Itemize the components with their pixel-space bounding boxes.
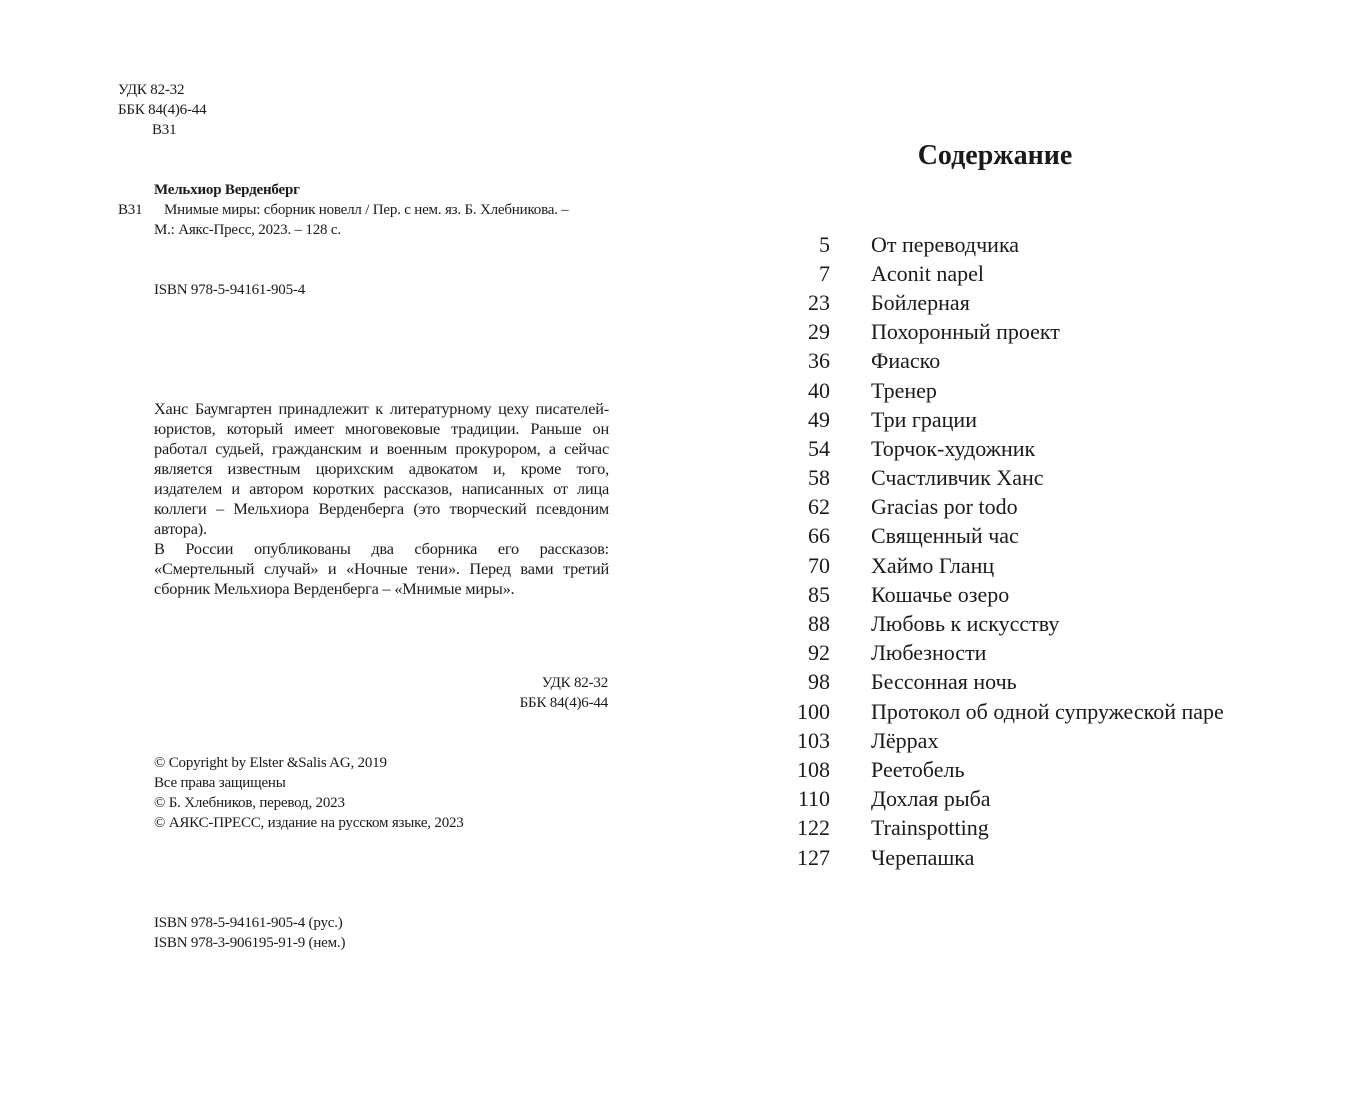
toc-page-number: 103 bbox=[797, 727, 830, 753]
toc-page-number: 92 bbox=[808, 640, 830, 666]
toc-entry-title: Лёррах bbox=[871, 727, 939, 753]
bib-row bbox=[118, 200, 618, 220]
toc-row bbox=[760, 785, 1224, 814]
copyright-line: © Copyright by Elster &Salis AG, 2019 bbox=[154, 755, 387, 771]
copyright-block bbox=[154, 753, 464, 833]
toc-row bbox=[760, 259, 1224, 288]
toc-page-number: 85 bbox=[808, 581, 830, 607]
toc-row bbox=[760, 609, 1224, 638]
toc-row bbox=[760, 843, 1224, 872]
toc-page-number: 29 bbox=[808, 319, 830, 345]
toc-row bbox=[760, 376, 1224, 405]
toc-page-number: 23 bbox=[808, 289, 830, 315]
toc-entry-title: Хаймо Гланц bbox=[871, 552, 995, 578]
toc-page-number: 54 bbox=[808, 435, 830, 461]
toc-entry-title: Кошачье озеро bbox=[871, 581, 1010, 607]
toc-row bbox=[760, 230, 1224, 259]
toc-entry-title: Три грации bbox=[871, 406, 977, 432]
toc-page-number: 88 bbox=[808, 611, 830, 637]
toc-row bbox=[760, 580, 1224, 609]
toc-page-number: 98 bbox=[808, 669, 830, 695]
toc-entry-title: Aconit napel bbox=[871, 260, 985, 286]
toc-row bbox=[760, 814, 1224, 843]
copyright-line: © АЯКС-ПРЕСС, издание на русском языке, 2023 bbox=[154, 815, 464, 831]
toc-entry-title: От переводчика bbox=[871, 231, 1020, 257]
contents-page bbox=[680, 0, 1359, 1093]
bbk-code: ББК 84(4)6-44 bbox=[118, 102, 207, 118]
toc-row bbox=[760, 551, 1224, 580]
toc-entry-title: Похоронный проект bbox=[871, 319, 1060, 345]
toc-row bbox=[760, 347, 1224, 376]
author-sign: В31 bbox=[152, 122, 177, 138]
isbn-block bbox=[154, 913, 345, 953]
toc-entry-title: Фиаско bbox=[871, 348, 941, 374]
toc-entry-title: Протокол об одной супружеской паре bbox=[871, 698, 1224, 724]
toc-entry-title: Тренер bbox=[871, 377, 937, 403]
toc-entry-title: Счастливчик Ханс bbox=[871, 465, 1044, 491]
toc-entry-title: Дохлая рыба bbox=[871, 786, 991, 812]
toc-row bbox=[760, 726, 1224, 755]
toc-entry-title: Любовь к искусству bbox=[871, 611, 1060, 637]
isbn-german: ISBN 978-3-906195-91-9 (нем.) bbox=[154, 935, 346, 951]
toc-row bbox=[760, 697, 1224, 726]
toc-page-number: 108 bbox=[797, 756, 830, 782]
toc-page-number: 127 bbox=[797, 844, 830, 870]
toc-page-number: 110 bbox=[797, 786, 830, 812]
toc-page-number: 122 bbox=[797, 815, 830, 841]
toc-entry-title: Любезности bbox=[871, 640, 987, 666]
annotation bbox=[154, 399, 609, 599]
classification-codes-bottom bbox=[400, 673, 608, 713]
bib-description: Мнимые миры: сборник новелл / Пер. с нем. яз. Б. Хлебникова. – bbox=[164, 202, 569, 218]
toc-entry-title: Священный час bbox=[871, 523, 1019, 549]
classification-codes-top bbox=[118, 80, 206, 140]
annotation-paragraph-2: В России опубликованы два сборника его рассказов: «Смертельный случай» и «Ночные тени». Перед вами третий сборник Мельхиора Верденберга – «Мнимые миры». bbox=[154, 539, 609, 598]
udk-code: УДК 82-32 bbox=[118, 82, 185, 98]
toc-row bbox=[760, 493, 1224, 522]
isbn-top: ISBN 978-5-94161-905-4 bbox=[154, 282, 306, 298]
toc-entry-title: Бойлерная bbox=[871, 289, 970, 315]
udk-code-bottom: УДК 82-32 bbox=[541, 675, 608, 691]
toc-entry-title: Trainspotting bbox=[871, 815, 989, 841]
toc-row bbox=[760, 434, 1224, 463]
toc-page-number: 7 bbox=[819, 260, 830, 286]
annotation-paragraph-1: Ханс Баумгартен принадлежит к литературному цеху писателей-юристов, который имеет многовековые традиции. Раньше он работал судьей, гражданским и военным прокурором, а сейчас является известным цюрихским адвокатом и, кроме того, издателем и автором коротких рассказов, написанных от лица коллеги – Мельхиора Верденберга (это творческий псевдоним автора). bbox=[154, 399, 609, 538]
copyright-line: Все права защищены bbox=[154, 775, 286, 791]
toc-row bbox=[760, 288, 1224, 317]
toc-entry-title: Бессонная ночь bbox=[871, 669, 1017, 695]
toc-entry-title: Gracias por todo bbox=[871, 494, 1018, 520]
bib-code: В31 bbox=[118, 202, 143, 218]
isbn-russian: ISBN 978-5-94161-905-4 (рус.) bbox=[154, 915, 343, 931]
toc-page-number: 49 bbox=[808, 406, 830, 432]
toc-page-number: 66 bbox=[808, 523, 830, 549]
toc-row bbox=[760, 755, 1224, 784]
toc-page-number: 70 bbox=[808, 552, 830, 578]
toc-entry-title: Реетобель bbox=[871, 756, 965, 782]
toc-row bbox=[760, 464, 1224, 493]
bbk-code-bottom: ББК 84(4)6-44 bbox=[519, 695, 608, 711]
toc-row bbox=[760, 405, 1224, 434]
toc-row bbox=[760, 639, 1224, 668]
toc-page-number: 36 bbox=[808, 348, 830, 374]
toc-page-number: 62 bbox=[808, 494, 830, 520]
toc-entry-title: Торчок-художник bbox=[871, 435, 1036, 461]
bib-publisher: М.: Аякс-Пресс, 2023. – 128 с. bbox=[154, 222, 341, 238]
toc-page-number: 58 bbox=[808, 465, 830, 491]
toc-entry-title: Черепашка bbox=[871, 844, 975, 870]
bibliographic-record bbox=[118, 180, 618, 240]
contents-list bbox=[760, 230, 1224, 872]
toc-page-number: 100 bbox=[797, 698, 830, 724]
author-name: Мельхиор Верденберг bbox=[154, 182, 300, 198]
toc-row bbox=[760, 522, 1224, 551]
toc-page-number: 5 bbox=[819, 231, 830, 257]
toc-row bbox=[760, 318, 1224, 347]
toc-page-number: 40 bbox=[808, 377, 830, 403]
copyright-line: © Б. Хлебников, перевод, 2023 bbox=[154, 795, 345, 811]
toc-row bbox=[760, 668, 1224, 697]
contents-title: Содержание bbox=[917, 140, 1073, 171]
